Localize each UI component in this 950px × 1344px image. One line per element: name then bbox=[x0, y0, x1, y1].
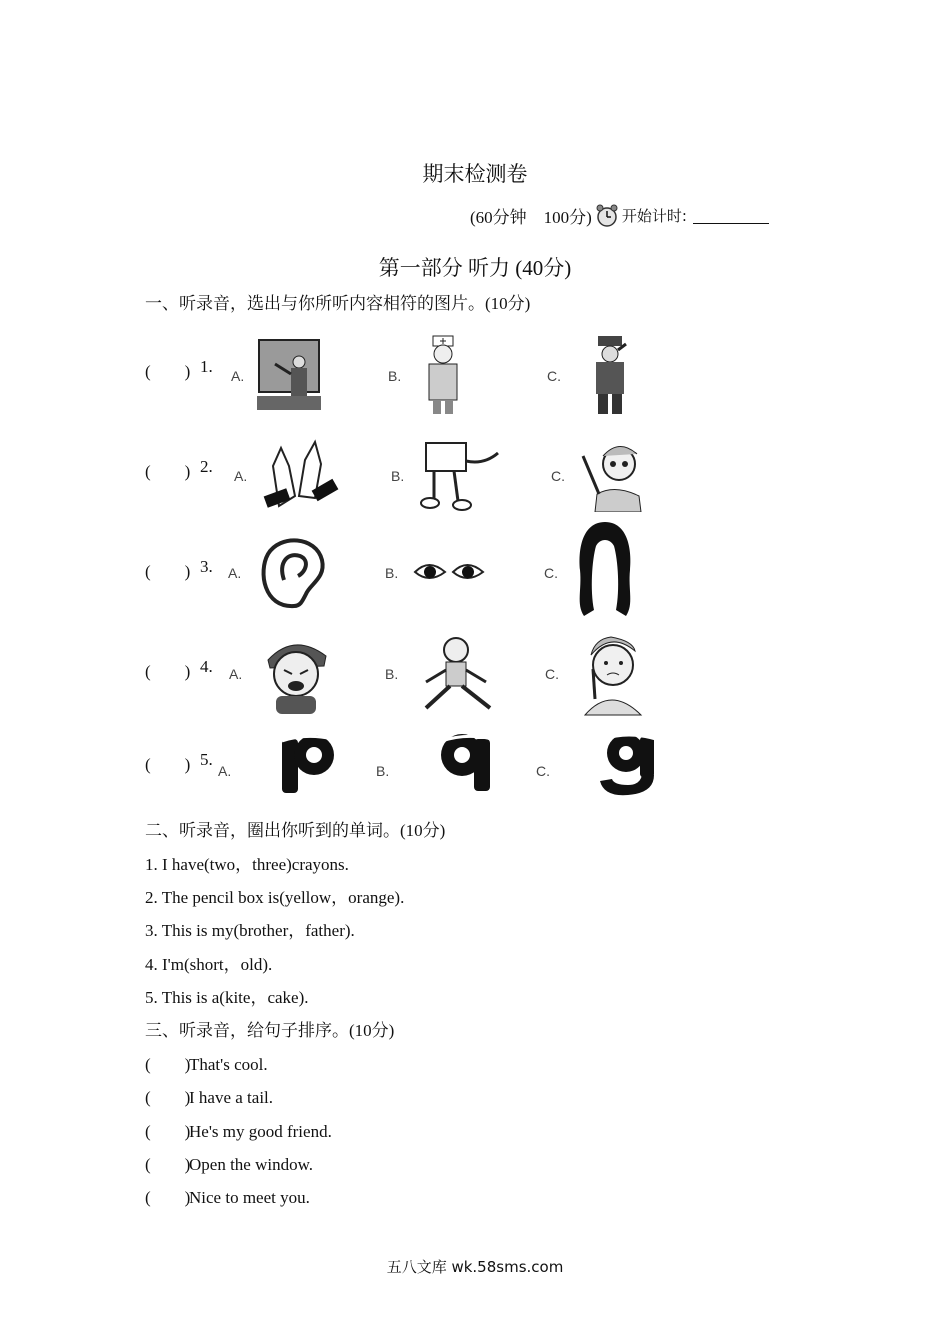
boy-raising-hand-picture bbox=[575, 436, 657, 512]
sentence: I have a tail. bbox=[189, 1088, 274, 1107]
sentence: Open the window. bbox=[189, 1155, 314, 1174]
answer-paren[interactable]: ( ) bbox=[145, 1088, 191, 1107]
crying-child-picture bbox=[254, 630, 340, 716]
section3-item bbox=[145, 1083, 273, 1108]
option-label: A. bbox=[231, 368, 245, 384]
page-title: 期末检测卷 bbox=[422, 162, 528, 186]
answer-paren[interactable]: ( ) bbox=[145, 362, 191, 381]
answer-paren[interactable]: ( ) bbox=[145, 562, 191, 581]
eyes-picture bbox=[411, 534, 487, 610]
section2-item: 2. The pencil box is(yellow，orange). bbox=[145, 888, 405, 907]
option-label: B. bbox=[376, 763, 390, 779]
sentence: That's cool. bbox=[189, 1055, 268, 1074]
letter-q-picture bbox=[432, 731, 502, 793]
option-label: B. bbox=[385, 666, 399, 682]
sitting-boy-picture bbox=[412, 630, 502, 718]
answer-paren[interactable]: ( ) bbox=[145, 662, 191, 681]
section3-item bbox=[145, 1183, 310, 1208]
option-label: A. bbox=[218, 763, 232, 779]
clapping-hands-picture bbox=[259, 436, 339, 514]
alarm-clock-icon bbox=[596, 204, 618, 228]
option-label: B. bbox=[388, 368, 402, 384]
option-label: C. bbox=[545, 666, 559, 682]
section2-item: 1. I have(two，three)crayons. bbox=[145, 855, 349, 874]
section3-item bbox=[145, 1050, 268, 1075]
ear-picture bbox=[254, 532, 332, 612]
option-label: C. bbox=[544, 565, 558, 581]
answer-paren[interactable]: ( ) bbox=[145, 462, 191, 481]
question-number: 4. bbox=[200, 657, 213, 676]
section3-instruction: 三、听录音，给句子排序。(10分) bbox=[145, 1021, 395, 1040]
answer-paren[interactable]: ( ) bbox=[145, 755, 191, 774]
boy-touching-face-picture bbox=[571, 629, 655, 717]
time-info: (60分钟 100分) bbox=[470, 208, 592, 227]
section1-instruction: 一、听录音，选出与你所听内容相符的图片。(10分) bbox=[145, 294, 531, 313]
answer-paren[interactable]: ( ) bbox=[145, 1122, 191, 1141]
letter-g-picture bbox=[594, 731, 662, 799]
section2-item: 5. This is a(kite，cake). bbox=[145, 988, 309, 1007]
option-label: C. bbox=[536, 763, 550, 779]
teacher-at-blackboard-picture bbox=[257, 338, 321, 412]
legs-with-tail-picture bbox=[418, 439, 500, 515]
timer-label: 开始计时: bbox=[621, 207, 687, 225]
section3-item bbox=[145, 1117, 332, 1142]
police-officer-picture bbox=[586, 334, 636, 416]
answer-paren[interactable]: ( ) bbox=[145, 1055, 191, 1074]
section2-item: 3. This is my(brother，father). bbox=[145, 921, 355, 940]
option-label: C. bbox=[551, 468, 565, 484]
hair-picture bbox=[574, 520, 636, 622]
question-number: 1. bbox=[200, 357, 213, 376]
part1-title: 第一部分 听力 (40分) bbox=[378, 256, 572, 280]
option-label: A. bbox=[229, 666, 243, 682]
footer-watermark: 五八文库 wk.58sms.com bbox=[386, 1258, 564, 1276]
sentence: Nice to meet you. bbox=[189, 1188, 310, 1207]
section2-item: 4. I'm(short，old). bbox=[145, 955, 273, 974]
section3-item bbox=[145, 1150, 313, 1175]
option-label: A. bbox=[234, 468, 248, 484]
answer-paren[interactable]: ( ) bbox=[145, 1155, 191, 1174]
doctor-picture bbox=[421, 334, 465, 418]
question-number: 5. bbox=[200, 750, 213, 769]
time-info-line bbox=[470, 203, 769, 228]
section2-instruction: 二、听录音，圈出你听到的单词。(10分) bbox=[145, 821, 446, 840]
timer-blank[interactable] bbox=[693, 207, 769, 224]
sentence: He's my good friend. bbox=[189, 1122, 332, 1141]
answer-paren[interactable]: ( ) bbox=[145, 1188, 191, 1207]
option-label: B. bbox=[385, 565, 399, 581]
option-label: B. bbox=[391, 468, 405, 484]
option-label: C. bbox=[547, 368, 561, 384]
letter-p-picture bbox=[276, 731, 342, 795]
option-label: A. bbox=[228, 565, 242, 581]
question-number: 2. bbox=[200, 457, 213, 476]
question-number: 3. bbox=[200, 557, 213, 576]
